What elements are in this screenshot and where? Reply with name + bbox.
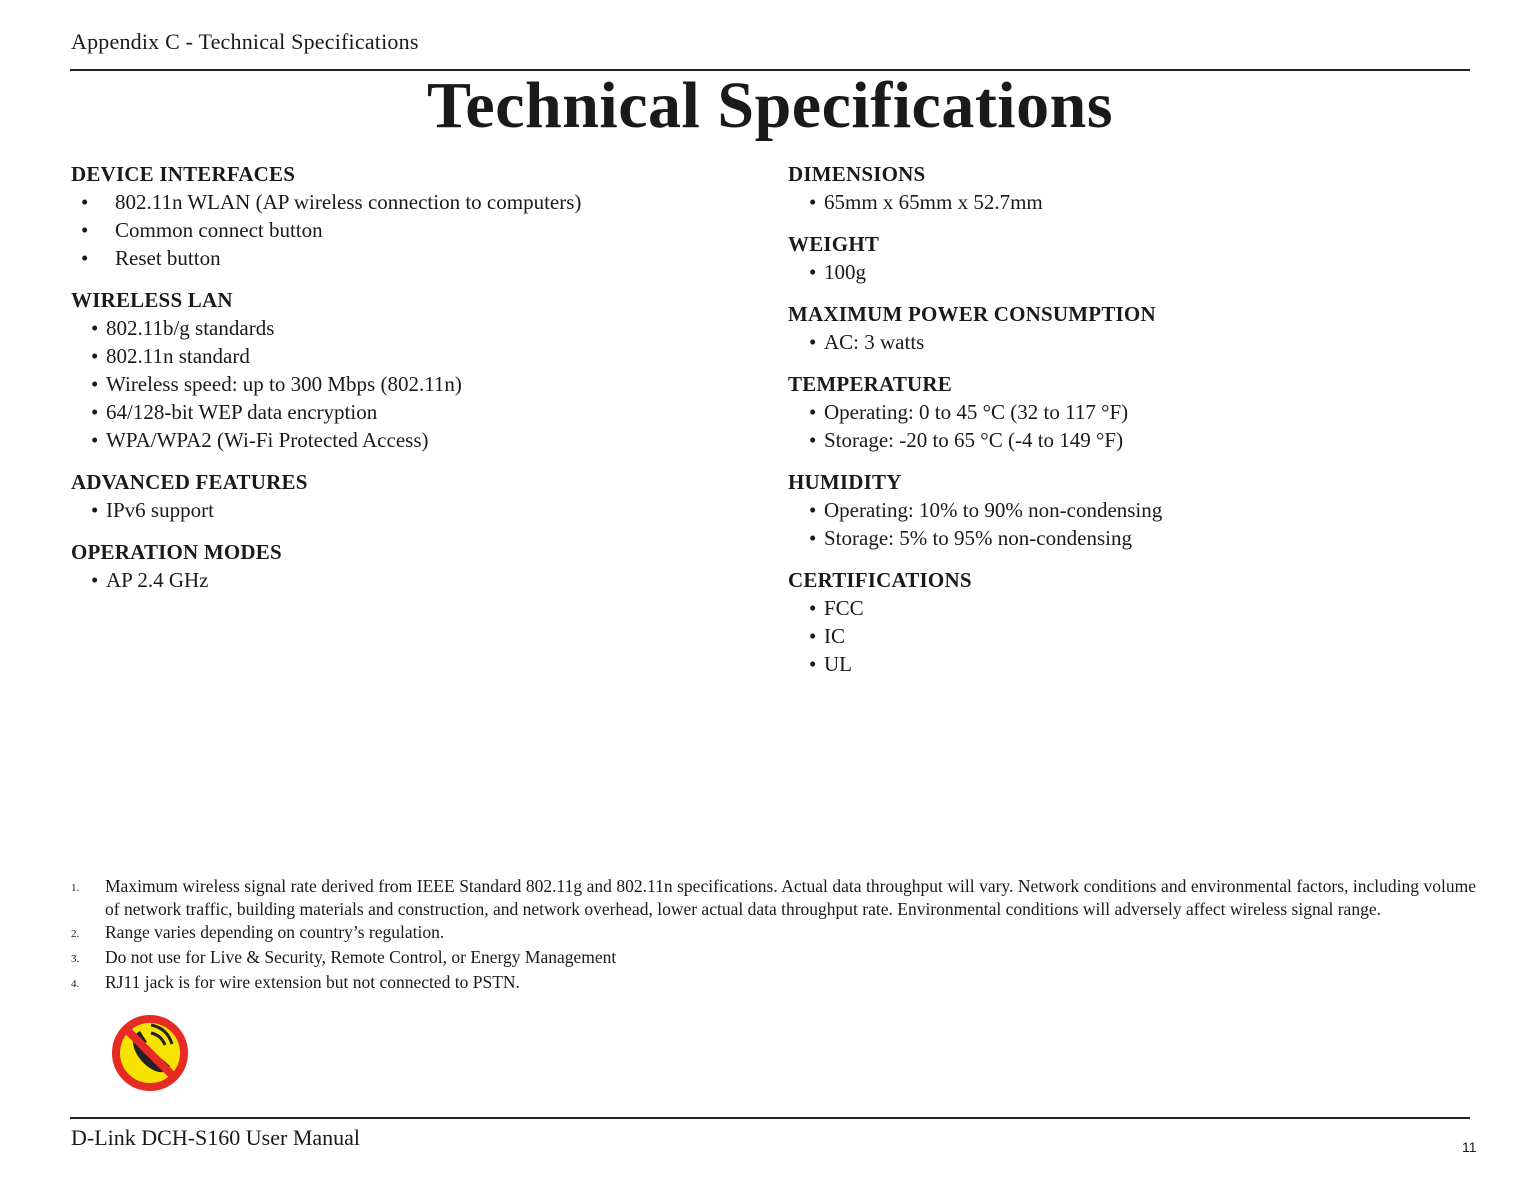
page-title: Technical Specifications (426, 69, 1114, 142)
footnote-number: 1. (71, 882, 80, 894)
section-title: WEIGHT (788, 232, 880, 256)
spec-item (788, 398, 1488, 426)
bullet-icon: • (81, 246, 89, 270)
spec-item-text: 802.11b/g standards (106, 316, 275, 340)
no-phone-icon (110, 1013, 190, 1093)
footnote (71, 971, 1476, 996)
bullet-icon: • (81, 190, 89, 214)
spec-section-dimensions (788, 160, 1488, 216)
spec-item (788, 594, 1488, 622)
spec-item-text: 802.11n WLAN (AP wireless connection to computers) (115, 190, 582, 214)
spec-item-text: UL (824, 652, 852, 676)
spec-item (71, 314, 751, 342)
spec-section-operation-modes (71, 538, 751, 594)
section-title: WIRELESS LAN (71, 288, 233, 312)
footer-manual-name: D-Link DCH-S160 User Manual (71, 1125, 361, 1150)
footnote-number: 4. (71, 978, 80, 990)
spec-section-wireless-lan (71, 286, 751, 454)
spec-item-text: Reset button (115, 246, 221, 270)
spec-item-text: 802.11n standard (106, 344, 250, 368)
spec-item-text: FCC (824, 596, 864, 620)
spec-item-text: Common connect button (115, 218, 323, 242)
bullet-icon: • (91, 498, 99, 522)
spec-item-text: AP 2.4 GHz (106, 568, 209, 592)
footnotes (71, 875, 1476, 996)
footnote-text: Do not use for Live & Security, Remote Control, or Energy Management (105, 947, 617, 967)
section-title: TEMPERATURE (788, 372, 952, 396)
spec-section-humidity (788, 468, 1488, 552)
footnote-number: 3. (71, 953, 80, 965)
spec-item (71, 342, 751, 370)
bullet-icon: • (91, 568, 99, 592)
spec-item (788, 622, 1488, 650)
footnote-text: Range varies depending on country’s regulation. (105, 922, 445, 942)
spec-item-text: Storage: 5% to 95% non-condensing (824, 526, 1132, 550)
spec-item (788, 258, 1488, 286)
spec-item-text: Operating: 0 to 45 °C (32 to 117 °F) (824, 400, 1129, 424)
section-title: DEVICE INTERFACES (71, 162, 296, 186)
spec-section-maximum-power-consumption (788, 300, 1488, 356)
spec-item-text: IC (824, 624, 845, 648)
spec-section-certifications (788, 566, 1488, 678)
bullet-icon: • (91, 372, 99, 396)
bullet-icon: • (81, 218, 89, 242)
spec-item-text: 64/128-bit WEP data encryption (106, 400, 378, 424)
bullet-icon: • (809, 596, 817, 620)
spec-item-text: Wireless speed: up to 300 Mbps (802.11n) (106, 372, 462, 396)
spec-item (71, 496, 751, 524)
spec-item-text: Operating: 10% to 90% non-condensing (824, 498, 1163, 522)
spec-item (71, 566, 751, 594)
footnote-number: 2. (71, 928, 80, 940)
spec-item (71, 244, 751, 272)
spec-item (788, 328, 1488, 356)
spec-item-text: 65mm x 65mm x 52.7mm (824, 190, 1043, 214)
spec-item (788, 188, 1488, 216)
spec-item-text: WPA/WPA2 (Wi-Fi Protected Access) (106, 428, 429, 452)
section-title: ADVANCED FEATURES (71, 470, 308, 494)
spec-item (788, 426, 1488, 454)
footer-rule (70, 1117, 1470, 1119)
bullet-icon: • (809, 260, 817, 284)
section-title: HUMIDITY (788, 470, 902, 494)
bullet-icon: • (809, 652, 817, 676)
spec-section-weight (788, 230, 1488, 286)
spec-item (788, 496, 1488, 524)
spec-item (788, 524, 1488, 552)
bullet-icon: • (91, 428, 99, 452)
footnote (71, 921, 1476, 946)
spec-item (71, 370, 751, 398)
spec-section-temperature (788, 370, 1488, 454)
footnote (71, 875, 1476, 921)
bullet-icon: • (809, 330, 817, 354)
page-header: Appendix C - Technical Specifications (71, 29, 419, 54)
page-number: 11 (1462, 1139, 1477, 1155)
bullet-icon: • (809, 428, 817, 452)
footnote-text: Maximum wireless signal rate derived from IEEE Standard 802.11g and 802.11n specifications. Actual data throughput will vary. Network conditions and environmental factors, including volume of network traffic, building materials and construction, and network overhead, lower actual data throughput rate. Environmental conditions will adversely affect wireless signal range. (105, 876, 1476, 919)
spec-item (71, 216, 751, 244)
bullet-icon: • (809, 526, 817, 550)
spec-section-advanced-features (71, 468, 751, 524)
spec-item-text: Storage: -20 to 65 °C (-4 to 149 °F) (824, 428, 1124, 452)
footnote (71, 946, 1476, 971)
right-column (788, 160, 1488, 692)
bullet-icon: • (91, 316, 99, 340)
bullet-icon: • (809, 400, 817, 424)
section-title: OPERATION MODES (71, 540, 282, 564)
section-title: DIMENSIONS (788, 162, 926, 186)
spec-item (71, 398, 751, 426)
bullet-icon: • (91, 344, 99, 368)
spec-item (788, 650, 1488, 678)
footnote-text: RJ11 jack is for wire extension but not connected to PSTN. (105, 972, 520, 992)
bullet-icon: • (91, 400, 99, 424)
bullet-icon: • (809, 498, 817, 522)
spec-item (71, 188, 751, 216)
spec-item-text: AC: 3 watts (824, 330, 925, 354)
spec-item-text: IPv6 support (106, 498, 214, 522)
bullet-icon: • (809, 190, 817, 214)
section-title: MAXIMUM POWER CONSUMPTION (788, 302, 1156, 326)
left-column (71, 160, 751, 608)
bullet-icon: • (809, 624, 817, 648)
spec-section-device-interfaces (71, 160, 751, 272)
spec-item (71, 426, 751, 454)
spec-item-text: 100g (824, 260, 866, 284)
section-title: CERTIFICATIONS (788, 568, 972, 592)
